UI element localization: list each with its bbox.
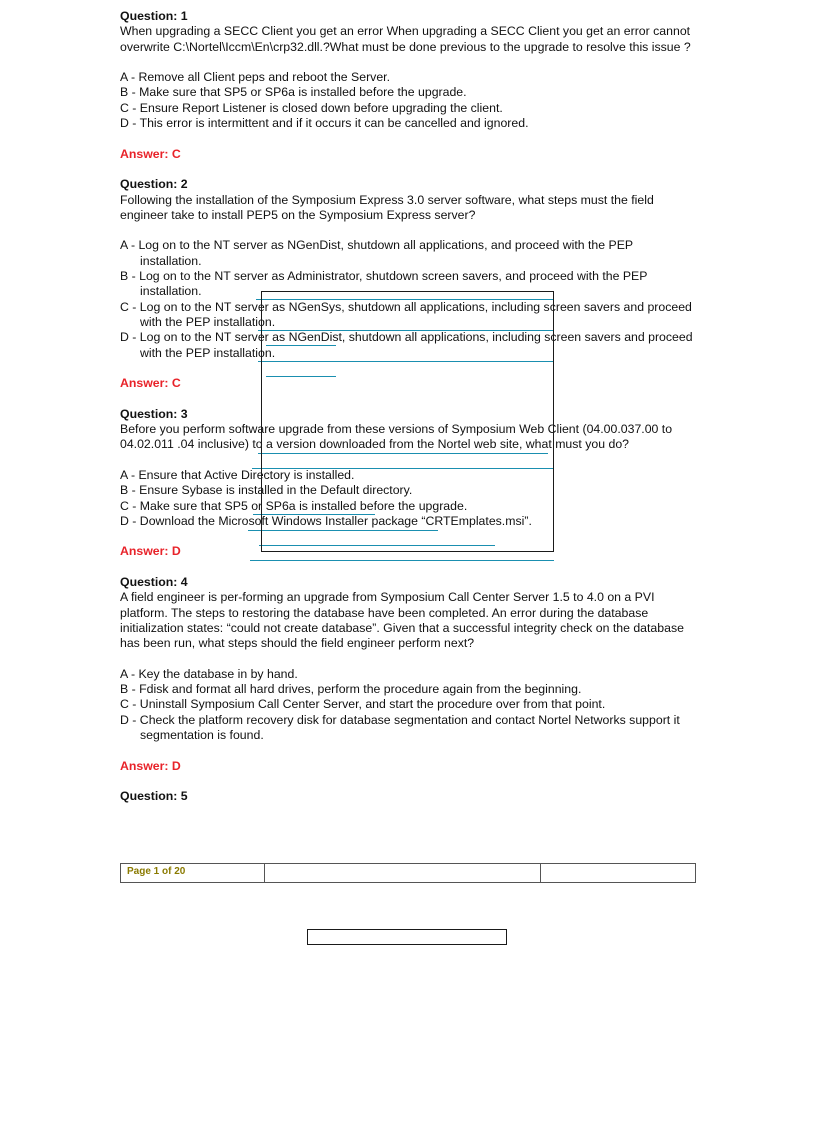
answer-option: B - Log on to the NT server as Administrator, shutdown screen savers, and proceed with the PEP installation. [120, 269, 648, 299]
answer-option: D - Download the Microsoft Windows Installer package “CRTEmplates.msi”. [120, 513, 532, 528]
answer-option: C - Uninstall Symposium Call Center Server, and start the procedure over from that point. [120, 697, 606, 712]
footer-cell [541, 864, 695, 882]
answer-label: Answer: D [120, 758, 181, 773]
answer-option: D - Check the platform recovery disk for database segmentation and contact Nortel Networks support it segmentation is found. [120, 712, 680, 742]
footer-cell [121, 864, 265, 882]
question-block [120, 9, 696, 177]
answer-option: D - This error is intermittent and if it occurs it can be cancelled and ignored. [120, 116, 529, 131]
answer-option: D - Log on to the NT server as NGenDist, shutdown all applications, including screen savers and proceed with the PEP installation. [120, 330, 693, 360]
question-block [120, 575, 696, 789]
question-header: Question: 4 [120, 574, 188, 589]
footer-cell [265, 864, 541, 882]
question-text: A field engineer is per-forming an upgrade from Symposium Call Center Server 1.5 to 4.0 on a PVI platform. The steps to restoring the database have been completed. An error during the database initialization states: “could not create database”. Given that a successful integrity check on the database has been run, what steps should the field engineer perform next? [120, 590, 684, 651]
bottom-frame [307, 929, 507, 945]
answer-option: A - Ensure that Active Directory is installed. [120, 467, 355, 482]
question-text: Following the installation of the Symposium Express 3.0 server software, what steps must the field engineer take to install PEP5 on the Symposium Express server? [120, 192, 654, 222]
answer-label: Answer: C [120, 376, 181, 391]
question-header: Question: 1 [120, 9, 188, 23]
page-number: Page 1 of 20 [127, 866, 186, 877]
overlay-frame [261, 291, 554, 552]
answer-option: A - Key the database in by hand. [120, 666, 298, 681]
question-text: Before you perform software upgrade from these versions of Symposium Web Client (04.00.037.00 to 04.02.011 .04 inclusive) to a version downloaded from the Nortel web site, what must you do? [120, 422, 673, 452]
question-header: Question: 5 [120, 789, 188, 804]
answer-option: B - Make sure that SP5 or SP6a is installed before the upgrade. [120, 85, 467, 100]
question-header: Question: 3 [120, 406, 188, 421]
answer-option: C - Ensure Report Listener is closed down before upgrading the client. [120, 100, 503, 115]
answer-label: Answer: D [120, 544, 181, 559]
answer-option: A - Log on to the NT server as NGenDist, shutdown all applications, and proceed with the PEP installation. [120, 238, 633, 268]
answer-option: C - Make sure that SP5 or SP6a is installed before the upgrade. [120, 498, 468, 513]
question-header: Question: 2 [120, 177, 188, 192]
answer-option: A - Remove all Client peps and reboot the Server. [120, 70, 390, 85]
answer-option: B - Ensure Sybase is installed in the Default directory. [120, 483, 413, 498]
answer-option: C - Log on to the NT server as NGenSys, shutdown all applications, including screen savers and proceed with the PEP installation. [120, 299, 692, 329]
question-text: When upgrading a SECC Client you get an error When upgrading a SECC Client you get an error cannot overwrite C:\Nortel\Iccm\En\crp32.dll.?What must be done previous to the upgrade to resolve this issue ? [120, 24, 691, 54]
answer-label: Answer: C [120, 146, 181, 161]
answer-option: B - Fdisk and format all hard drives, perform the procedure again from the beginning. [120, 682, 582, 697]
page-footer [120, 863, 696, 883]
